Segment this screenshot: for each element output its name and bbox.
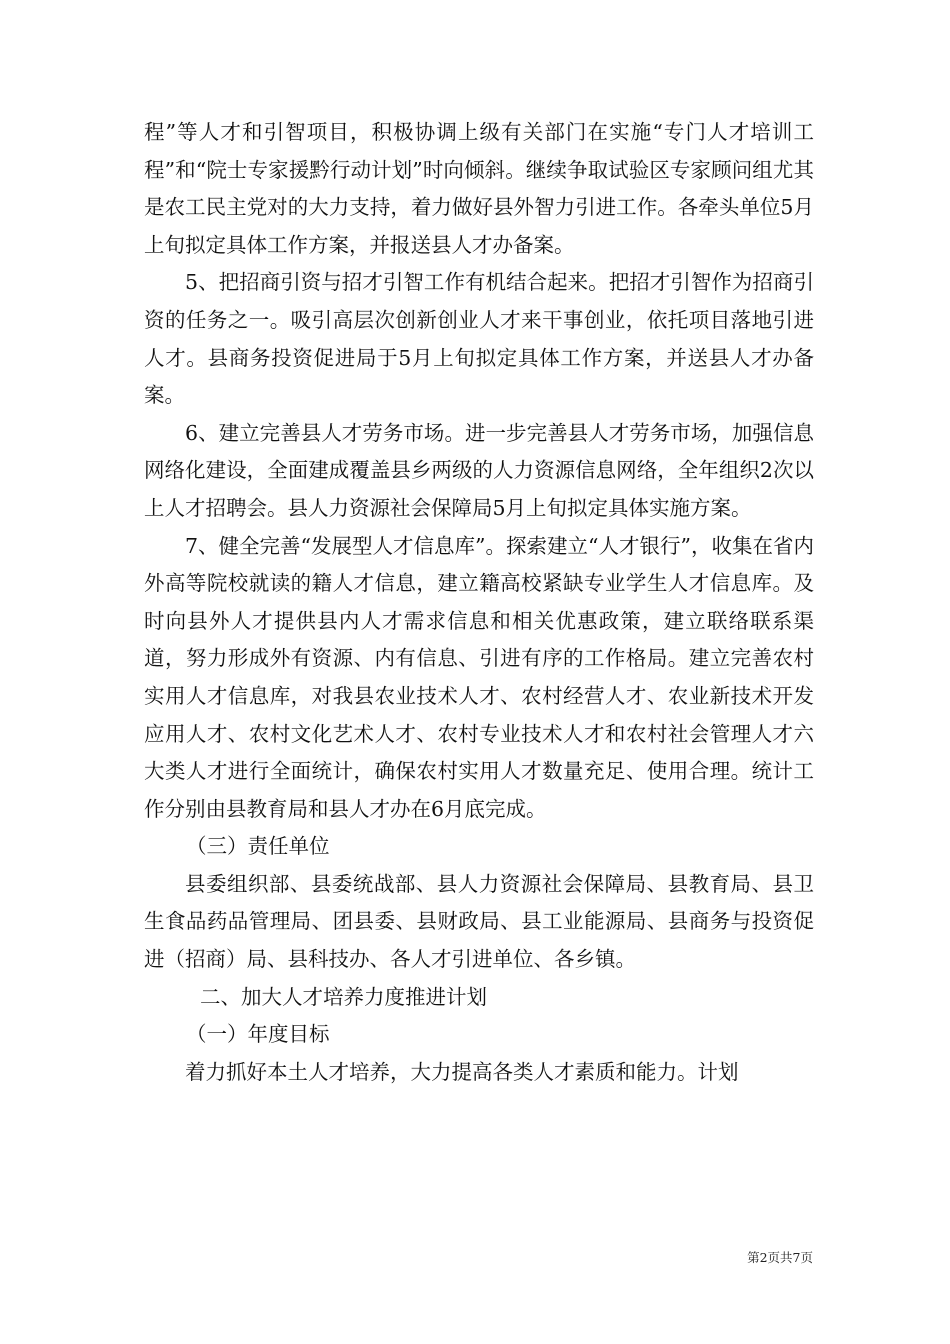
paragraph-item-6: 6、建立完善县人才劳务市场。进一步完善县人才劳务市场，加强信息网络化建设，全面建成覆盖县乡两级的人力资源信息网络，全年组织2次以上人才招聘会。县人力资源社会保障局5月上旬拟定具体实施方案。 [144,420,814,520]
paragraph-continuation: 程”等人才和引智项目，积极协调上级有关部门在实施“专门人才培训工程”和“院士专家援黔行动计划”时向倾斜。继续争取试验区专家顾问组尤其是农工民主党对的大力支持，着力做好县外智力引进工作。各牵头单位5月上旬拟定具体工作方案，并报送县人才办备案。 [144,120,814,257]
subheading-annual-goal: （一）年度目标 [186,1022,330,1047]
paragraph-annual-goal: 着力抓好本土人才培养，大力提高各类人才素质和能力。计划 [185,1059,739,1084]
paragraph-responsible-units: 县委组织部、县委统战部、县人力资源社会保障局、县教育局、县卫生食品药品管理局、团县委、县财政局、县工业能源局、县商务与投资促进（招商）局、县科技办、各人才引进单位、各乡镇。 [144,871,814,972]
subheading-responsible-units: （三）责任单位 [186,834,330,859]
document-body [144,114,814,1091]
paragraph-item-7: 7、健全完善“发展型人才信息库”。探索建立“人才银行”，收集在省内外高等院校就读的籍人才信息，建立籍高校紧缺专业学生人才信息库。及时向县外人才提供县内人才需求信息和相关优惠政策，建立联络联系渠道，努力形成外有资源、内有信息、引进有序的工作格局。建立完善农村实用人才信息库，对我县农业技术人才、农村经营人才、农业新技术开发应用人才、农村文化艺术人才、农村专业技术人才和农村社会管理人才六大类人才进行全面统计，确保农村实用人才数量充足、使用合理。统计工作分别由县教育局和县人才办在6月底完成。 [144,533,814,821]
section-heading-two: 二、加大人才培养力度推进计划 [200,984,487,1009]
paragraph-item-5: 5、把招商引资与招才引智工作有机结合起来。把招才引智作为招商引资的任务之一。吸引高层次创新创业人才来干事创业，依托项目落地引进人才。县商务投资促进局于5月上旬拟定具体工作方案，并送县人才办备案。 [144,270,814,408]
page-number: 第2页共7页 [747,1250,813,1265]
